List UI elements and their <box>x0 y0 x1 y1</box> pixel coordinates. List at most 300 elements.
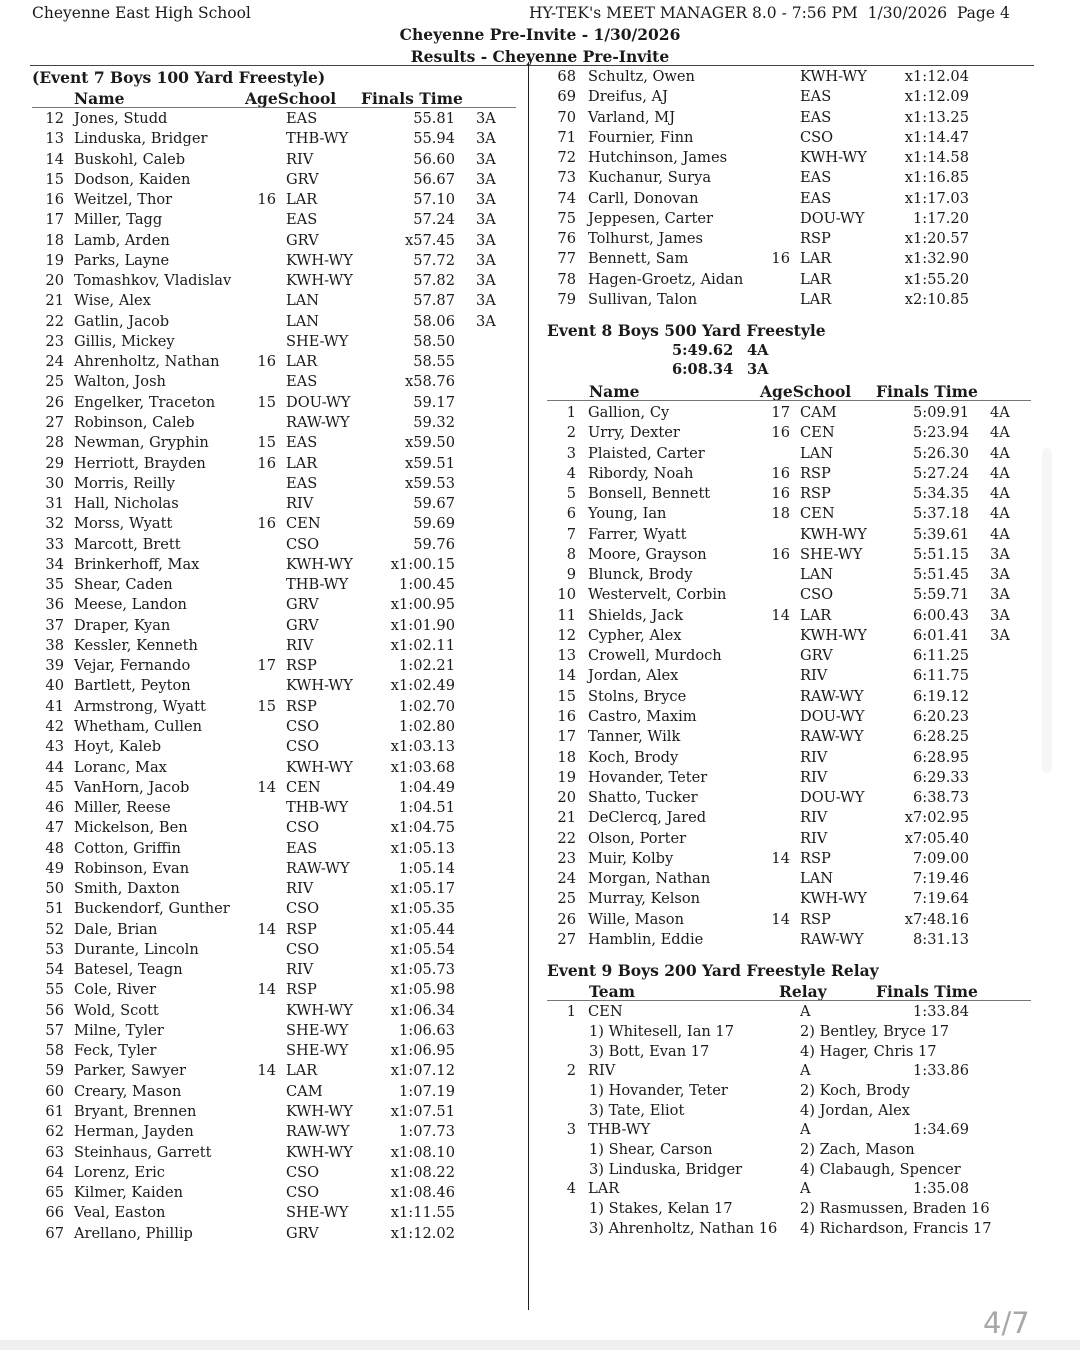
relay-team-row <box>530 1120 1030 1140</box>
result-place: 44 <box>45 758 64 776</box>
result-row <box>0 474 520 494</box>
school-code: LAR <box>800 606 832 624</box>
time-standard: 4A <box>990 404 1010 421</box>
result-place: 52 <box>45 920 64 938</box>
swimmer-name: DeClercq, Jared <box>588 809 707 827</box>
result-place: 12 <box>557 626 576 644</box>
result-row <box>530 423 1030 443</box>
swimmer-age: 14 <box>771 606 790 624</box>
result-place: 14 <box>45 150 64 168</box>
school-code: KWH-WY <box>286 555 353 573</box>
finals-time: x1:12.02 <box>390 1224 455 1242</box>
result-place: 71 <box>557 128 576 146</box>
result-place: 7 <box>566 525 576 543</box>
finals-time: 59.69 <box>413 515 455 533</box>
relay-swimmer: 4) Richardson, Francis 17 <box>800 1219 992 1237</box>
result-row <box>0 454 520 474</box>
finals-time: x1:03.13 <box>390 738 455 756</box>
swimmer-name: Jeppesen, Carter <box>588 209 713 227</box>
school-code: RSP <box>800 230 831 248</box>
finals-time: 7:19.46 <box>913 870 969 888</box>
swimmer-age: 16 <box>257 454 276 472</box>
time-standard: 3A <box>990 606 1010 624</box>
result-row <box>0 190 520 210</box>
relay-place: 4 <box>566 1180 576 1197</box>
result-place: 74 <box>557 189 576 207</box>
event7-continued-list <box>530 67 1030 310</box>
result-row <box>0 656 520 676</box>
swimmer-name: Miller, Tagg <box>74 211 163 229</box>
result-row <box>0 271 520 291</box>
finals-time: 55.81 <box>413 110 455 127</box>
swimmer-name: Engelker, Traceton <box>74 393 216 411</box>
result-place: 68 <box>557 68 576 85</box>
swimmer-name: Stolns, Bryce <box>588 687 687 705</box>
school-code: KWH-WY <box>286 251 353 269</box>
relay-legs-row <box>530 1140 1030 1160</box>
event9-col-time: Finals Time <box>876 982 978 1001</box>
result-row <box>530 707 1030 727</box>
result-row <box>530 585 1030 605</box>
school-code: RAW-WY <box>286 413 350 431</box>
swimmer-name: Hagen-Groetz, Aidan <box>588 270 744 288</box>
school-code: RIV <box>800 829 828 847</box>
swimmer-name: Shear, Caden <box>74 576 173 594</box>
swimmer-name: Buckendorf, Gunther <box>74 900 230 918</box>
event8-title: Event 8 Boys 500 Yard Freestyle <box>547 321 826 340</box>
event7-header-rule <box>32 107 516 108</box>
time-standard: 3A <box>476 312 496 330</box>
result-place: 18 <box>557 748 576 766</box>
event8-header-rule <box>547 400 1031 401</box>
swimmer-age: 16 <box>257 191 276 209</box>
school-code: SHE-WY <box>286 1042 349 1060</box>
swimmer-age: 14 <box>257 920 276 938</box>
swimmer-name: Cypher, Alex <box>588 626 682 644</box>
swimmer-name: Parks, Layne <box>74 251 170 269</box>
result-row <box>530 727 1030 747</box>
school-code: EAS <box>286 474 318 492</box>
finals-time: 5:34.35 <box>913 485 969 503</box>
relay-time: 1:33.84 <box>913 1003 969 1020</box>
relay-time: 1:34.69 <box>913 1121 969 1138</box>
swimmer-name: Hovander, Teter <box>588 768 708 786</box>
finals-time: 1:02.70 <box>399 697 455 715</box>
result-place: 53 <box>45 940 64 958</box>
result-row <box>0 859 520 879</box>
result-row <box>0 433 520 453</box>
swimmer-name: Cole, River <box>74 981 157 999</box>
school-code: KWH-WY <box>286 677 353 695</box>
relay-legs-row <box>530 1042 1030 1062</box>
school-code: CSO <box>286 819 320 837</box>
time-standard: 4A <box>990 444 1010 462</box>
result-row <box>530 869 1030 889</box>
relay-team-name: CEN <box>588 1003 623 1020</box>
result-row <box>0 920 520 940</box>
school-code: RIV <box>286 150 314 168</box>
finals-time: x1:06.95 <box>390 1042 455 1060</box>
finals-time: 58.50 <box>413 332 455 350</box>
school-code: EAS <box>800 189 832 207</box>
result-row <box>0 575 520 595</box>
result-row <box>0 595 520 615</box>
swimmer-name: Moore, Grayson <box>588 545 707 563</box>
swimmer-name: Dale, Brian <box>74 920 158 938</box>
result-place: 32 <box>45 515 64 533</box>
swimmer-name: Hutchinson, James <box>588 149 728 167</box>
school-code: EAS <box>800 88 832 106</box>
swimmer-name: Brinkerhoff, Max <box>74 555 200 573</box>
swimmer-age: 16 <box>771 424 790 442</box>
result-row <box>0 899 520 919</box>
finals-time: x1:02.49 <box>390 677 455 695</box>
finals-time: 1:00.45 <box>399 576 455 594</box>
relay-swimmer: 3) Bott, Evan 17 <box>589 1042 710 1060</box>
finals-time: 57.24 <box>413 211 455 229</box>
school-code: EAS <box>286 839 318 857</box>
header-divider <box>30 65 1034 66</box>
result-place: 59 <box>45 1062 64 1080</box>
swimmer-name: Veal, Easton <box>74 1204 166 1222</box>
meet-title: Cheyenne Pre-Invite - 1/30/2026 <box>399 25 681 44</box>
result-place: 41 <box>45 697 64 715</box>
school-code: LAN <box>800 444 833 462</box>
swimmer-name: Hamblin, Eddie <box>588 930 704 948</box>
finals-time: 59.32 <box>413 413 455 431</box>
result-row <box>530 889 1030 909</box>
result-place: 28 <box>45 434 64 452</box>
result-place: 64 <box>45 1163 64 1181</box>
school-code: CSO <box>286 535 320 553</box>
relay-legs-row <box>530 1199 1030 1219</box>
school-code: DOU-WY <box>286 393 351 411</box>
swimmer-age: 14 <box>771 849 790 867</box>
result-row <box>0 940 520 960</box>
result-place: 15 <box>557 687 576 705</box>
school-code: KWH-WY <box>800 68 867 85</box>
result-row <box>0 1041 520 1061</box>
result-place: 49 <box>45 859 64 877</box>
finals-time: 6:28.95 <box>913 748 969 766</box>
swimmer-age: 16 <box>771 545 790 563</box>
result-place: 24 <box>45 353 64 371</box>
result-row <box>530 128 1030 148</box>
result-row <box>0 231 520 251</box>
swimmer-name: Miller, Reese <box>74 799 171 817</box>
result-place: 70 <box>557 108 576 126</box>
school-code: GRV <box>286 616 319 634</box>
result-row <box>530 403 1030 423</box>
school-code: DOU-WY <box>800 789 865 807</box>
swimmer-name: Bartlett, Peyton <box>74 677 191 695</box>
viewer-bottom-bar <box>0 1340 1080 1350</box>
finals-time: 1:02.80 <box>399 717 455 735</box>
finals-time: 1:04.51 <box>399 799 455 817</box>
result-row <box>530 808 1030 828</box>
time-standard: 3A <box>990 586 1010 604</box>
swimmer-name: Loranc, Max <box>74 758 167 776</box>
result-row <box>0 170 520 190</box>
swimmer-name: Tomashkov, Vladislav <box>74 272 232 290</box>
result-row <box>530 646 1030 666</box>
event8-col-time: Finals Time <box>876 382 978 401</box>
school-code: CSO <box>286 940 320 958</box>
result-place: 16 <box>45 191 64 209</box>
relay-swimmer: 3) Ahrenholtz, Nathan 16 <box>589 1219 778 1237</box>
school-code: SHE-WY <box>286 1204 349 1222</box>
column-divider <box>528 62 529 1310</box>
finals-time: x7:48.16 <box>904 910 969 928</box>
header-software-info: HY-TEK's MEET MANAGER 8.0 - 7:56 PM 1/30/2026 Page 4 <box>529 4 1010 22</box>
result-row <box>530 930 1030 950</box>
result-place: 65 <box>45 1184 64 1202</box>
relay-legs-row <box>530 1219 1030 1239</box>
result-row <box>530 444 1030 464</box>
result-place: 15 <box>45 170 64 188</box>
school-code: RAW-WY <box>286 859 350 877</box>
relay-swimmer: 3) Tate, Eliot <box>589 1101 685 1119</box>
swimmer-age: 14 <box>257 1062 276 1080</box>
result-row <box>0 535 520 555</box>
result-place: 25 <box>45 373 64 391</box>
school-code: LAR <box>286 1062 318 1080</box>
result-place: 20 <box>557 789 576 807</box>
finals-time: 8:31.13 <box>913 930 969 948</box>
swimmer-name: Tolhurst, James <box>588 230 703 248</box>
swimmer-name: Ahrenholtz, Nathan <box>74 353 220 371</box>
relay-team-row <box>530 1002 1030 1022</box>
school-code: RIV <box>800 809 828 827</box>
result-row <box>0 980 520 1000</box>
result-row <box>0 1122 520 1142</box>
result-place: 13 <box>45 130 64 148</box>
school-code: THB-WY <box>286 130 349 148</box>
result-row <box>0 879 520 899</box>
result-row <box>530 545 1030 565</box>
finals-time: x7:02.95 <box>904 809 969 827</box>
relay-team-row <box>530 1179 1030 1199</box>
swimmer-name: Marcott, Brett <box>74 535 181 553</box>
school-code: RIV <box>800 667 828 685</box>
time-standard: 3A <box>476 292 496 310</box>
result-place: 17 <box>45 211 64 229</box>
finals-time: x2:10.85 <box>904 290 969 308</box>
result-row <box>0 1203 520 1223</box>
result-place: 54 <box>45 961 64 979</box>
school-code: LAN <box>286 292 319 310</box>
swimmer-name: Tanner, Wilk <box>588 728 681 746</box>
school-code: CEN <box>800 505 835 523</box>
header-school: Cheyenne East High School <box>32 4 251 22</box>
finals-time: 1:17.20 <box>913 209 969 227</box>
result-row <box>0 798 520 818</box>
event7-col-name: Name <box>74 89 125 108</box>
swimmer-name: Fournier, Finn <box>588 128 694 146</box>
result-place: 42 <box>45 717 64 735</box>
swimmer-name: Wold, Scott <box>74 1001 159 1019</box>
finals-time: x1:11.55 <box>390 1204 455 1222</box>
finals-time: 6:20.23 <box>913 707 969 725</box>
school-code: CAM <box>800 404 837 421</box>
result-row <box>0 352 520 372</box>
result-row <box>0 291 520 311</box>
swimmer-age: 16 <box>257 353 276 371</box>
result-place: 8 <box>566 545 576 563</box>
swimmer-name: Plaisted, Carter <box>588 444 705 462</box>
school-code: KWH-WY <box>286 272 353 290</box>
result-row <box>0 737 520 757</box>
swimmer-age: 15 <box>257 697 276 715</box>
school-code: RAW-WY <box>800 687 864 705</box>
relay-swimmer: 2) Rasmussen, Braden 16 <box>800 1200 990 1217</box>
swimmer-name: Lorenz, Eric <box>74 1163 165 1181</box>
swimmer-name: Parker, Sawyer <box>74 1062 187 1080</box>
result-row <box>530 687 1030 707</box>
swimmer-name: Hoyt, Kaleb <box>74 738 162 756</box>
school-code: GRV <box>800 647 833 665</box>
swimmer-age: 16 <box>771 485 790 503</box>
result-place: 21 <box>557 809 576 827</box>
finals-time: x59.50 <box>404 434 455 452</box>
finals-time: x1:07.12 <box>390 1062 455 1080</box>
finals-time: 57.10 <box>413 191 455 209</box>
school-code: RSP <box>800 849 831 867</box>
swimmer-age: 18 <box>771 505 790 523</box>
finals-time: x1:05.17 <box>390 880 455 898</box>
school-code: LAR <box>286 353 318 371</box>
swimmer-name: Murray, Kelson <box>588 890 701 908</box>
result-row <box>0 150 520 170</box>
result-row <box>0 960 520 980</box>
result-place: 35 <box>45 576 64 594</box>
result-place: 55 <box>45 981 64 999</box>
result-place: 39 <box>45 657 64 675</box>
result-place: 51 <box>45 900 64 918</box>
event8-standard-3a-time: 6:08.34 <box>672 361 734 378</box>
time-standard: 4A <box>990 424 1010 442</box>
swimmer-name: Koch, Brody <box>588 748 679 766</box>
swimmer-name: Bennett, Sam <box>588 250 689 268</box>
result-place: 17 <box>557 728 576 746</box>
school-code: RSP <box>800 910 831 928</box>
time-standard: 3A <box>990 545 1010 563</box>
school-code: KWH-WY <box>286 1001 353 1019</box>
swimmer-name: Batesel, Teagn <box>74 961 183 979</box>
school-code: CSO <box>800 128 834 146</box>
result-place: 11 <box>557 606 576 624</box>
result-row <box>530 108 1030 128</box>
finals-time: 6:38.73 <box>913 789 969 807</box>
swimmer-name: Jordan, Alex <box>588 667 679 685</box>
time-standard: 3A <box>476 211 496 229</box>
finals-time: x1:13.25 <box>904 108 969 126</box>
school-code: GRV <box>286 596 319 614</box>
result-row <box>0 1183 520 1203</box>
school-code: LAN <box>286 312 319 330</box>
vertical-scrollbar[interactable] <box>1042 448 1052 773</box>
event8-col-name: Name <box>589 382 640 401</box>
school-code: RAW-WY <box>286 1123 350 1141</box>
result-place: 20 <box>45 272 64 290</box>
school-code: LAR <box>286 454 318 472</box>
time-standard: 3A <box>990 626 1010 644</box>
finals-time: 1:07.19 <box>399 1082 455 1100</box>
school-code: RIV <box>286 495 314 513</box>
swimmer-name: Gallion, Cy <box>588 404 670 421</box>
swimmer-name: Steinhaus, Garrett <box>74 1143 212 1161</box>
result-row <box>530 626 1030 646</box>
swimmer-name: Schultz, Owen <box>588 68 695 85</box>
school-code: KWH-WY <box>800 149 867 167</box>
finals-time: x1:05.73 <box>390 961 455 979</box>
result-row <box>0 676 520 696</box>
swimmer-name: Morris, Reilly <box>74 474 175 492</box>
event7-col-time: Finals Time <box>361 89 463 108</box>
swimmer-name: Mickelson, Ben <box>74 819 188 837</box>
swimmer-age: 14 <box>257 778 276 796</box>
school-code: KWH-WY <box>800 890 867 908</box>
result-row <box>0 1224 520 1244</box>
time-standard: 3A <box>476 231 496 249</box>
results-title: Results - Cheyenne Pre-Invite <box>410 47 670 66</box>
result-place: 14 <box>557 667 576 685</box>
result-place: 9 <box>566 566 576 584</box>
school-code: KWH-WY <box>286 758 353 776</box>
result-row <box>0 210 520 230</box>
result-place: 4 <box>566 464 576 482</box>
result-row <box>530 189 1030 209</box>
swimmer-name: Durante, Lincoln <box>74 940 199 958</box>
school-code: CSO <box>800 586 834 604</box>
result-place: 30 <box>45 474 64 492</box>
result-row <box>530 148 1030 168</box>
swimmer-name: Olson, Porter <box>588 829 687 847</box>
finals-time: 5:27.24 <box>913 464 969 482</box>
swimmer-name: Morss, Wyatt <box>74 515 173 533</box>
relay-letter: A <box>800 1121 811 1138</box>
result-place: 46 <box>45 799 64 817</box>
school-code: EAS <box>286 110 318 127</box>
swimmer-name: Draper, Kyan <box>74 616 171 634</box>
result-row <box>0 109 520 129</box>
event8-col-ageschool: AgeSchool <box>760 382 852 401</box>
finals-time: x1:07.51 <box>390 1103 455 1121</box>
school-code: CSO <box>286 1184 320 1202</box>
school-code: RIV <box>800 768 828 786</box>
finals-time: 5:09.91 <box>913 404 969 421</box>
swimmer-name: Weitzel, Thor <box>74 191 173 209</box>
swimmer-name: Castro, Maxim <box>588 707 697 725</box>
result-place: 5 <box>566 485 576 503</box>
time-standard: 3A <box>476 130 496 148</box>
finals-time: x1:17.03 <box>904 189 969 207</box>
school-code: SHE-WY <box>286 332 349 350</box>
result-place: 79 <box>557 290 576 308</box>
result-row <box>0 1061 520 1081</box>
school-code: EAS <box>286 434 318 452</box>
result-place: 48 <box>45 839 64 857</box>
school-code: SHE-WY <box>286 1021 349 1039</box>
swimmer-name: Kessler, Kenneth <box>74 636 198 654</box>
finals-time: 6:11.25 <box>913 647 969 665</box>
finals-time: 1:02.21 <box>399 657 455 675</box>
result-place: 77 <box>557 250 576 268</box>
finals-time: x1:02.11 <box>390 636 455 654</box>
school-code: RAW-WY <box>800 728 864 746</box>
finals-time: x1:16.85 <box>904 169 969 187</box>
result-place: 78 <box>557 270 576 288</box>
